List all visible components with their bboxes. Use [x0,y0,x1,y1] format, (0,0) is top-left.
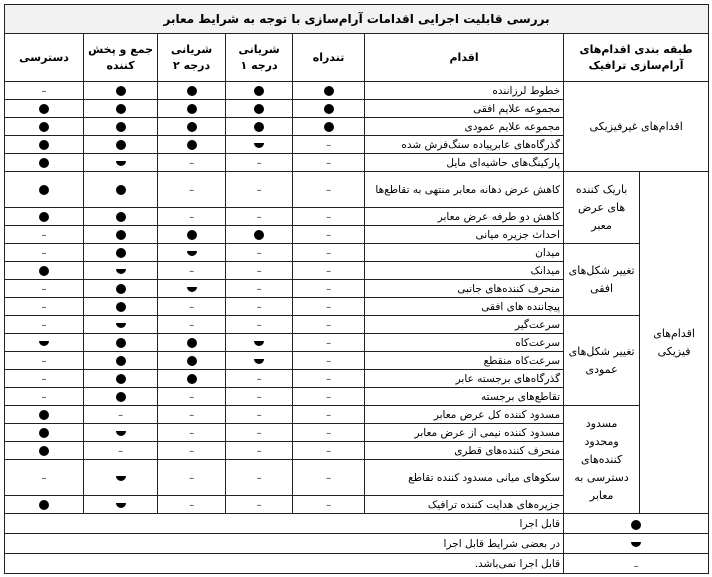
collector-cell [84,280,158,298]
access-cell [5,352,84,370]
action-cell: گذرگاه‌های عابرپیاده سنگ‌فرش شده [365,136,564,154]
dash-icon: – [189,472,195,484]
legend-symbol [564,534,709,554]
full-circle-icon [116,374,126,384]
dash-icon: – [326,445,332,457]
full-circle-icon [254,230,264,240]
table-row [5,316,709,334]
full-circle-icon [254,86,264,96]
arterial2-cell [158,82,226,100]
collector-cell [84,388,158,406]
full-circle-icon [39,122,49,132]
arterial2-cell [158,460,226,496]
half-circle-icon [116,476,126,481]
arterial2-cell [158,136,226,154]
action-cell: منحرف کننده‌های قطری [365,442,564,460]
collector-cell [84,100,158,118]
full-circle-icon [116,185,126,195]
dash-icon: – [189,211,195,223]
access-cell [5,100,84,118]
arterial2-cell [158,424,226,442]
dash-icon: – [256,427,262,439]
action-cell: پارکینگ‌های حاشیه‌ای مایل [365,154,564,172]
dash-icon: – [41,85,47,97]
dash-icon: – [256,301,262,313]
arterial2-cell [158,244,226,262]
action-cell: خطوط لرزاننده [365,82,564,100]
dash-icon: – [326,184,332,196]
access-cell [5,118,84,136]
action-cell: مجموعه علایم افقی [365,100,564,118]
collector-cell [84,298,158,316]
access-cell [5,136,84,154]
access-cell [5,334,84,352]
access-cell [5,226,84,244]
arterial1-cell [226,298,293,316]
dash-icon: – [41,283,47,295]
group-label: اقدام‌های غیرفیزیکی [564,82,709,172]
arterial1-cell [226,352,293,370]
highway-cell [293,352,365,370]
action-cell: سرعت‌کاه [365,334,564,352]
full-circle-icon [116,122,126,132]
collector-cell [84,370,158,388]
header-classification: طبقه بندی اقدام‌های آرام‌سازی ترافیک [564,34,709,82]
action-cell: کاهش دو طرفه عرض معابر [365,208,564,226]
dash-icon: – [189,301,195,313]
table-row [5,406,709,424]
collector-cell [84,334,158,352]
full-circle-icon [116,230,126,240]
dash-icon: – [256,499,262,511]
full-circle-icon [187,338,197,348]
arterial2-cell [158,334,226,352]
full-circle-icon [39,410,49,420]
arterial2-cell [158,280,226,298]
collector-cell [84,460,158,496]
highway-cell [293,442,365,460]
arterial1-cell [226,496,293,514]
highway-cell [293,496,365,514]
arterial2-cell [158,352,226,370]
dash-icon: – [189,265,195,277]
access-cell [5,442,84,460]
highway-cell [293,298,365,316]
full-circle-icon [116,284,126,294]
arterial1-cell [226,424,293,442]
access-cell [5,316,84,334]
access-cell [5,172,84,208]
full-circle-icon [187,104,197,114]
legend-row [5,514,709,534]
dash-icon: – [41,247,47,259]
dash-icon: – [189,409,195,421]
highway-cell [293,262,365,280]
dash-icon: – [326,319,332,331]
arterial2-cell [158,118,226,136]
access-cell [5,154,84,172]
collector-cell [84,82,158,100]
header-arterial2: شریانی درجه ۲ [158,34,226,82]
dash-icon: – [256,265,262,277]
arterial1-cell [226,244,293,262]
arterial1-cell [226,334,293,352]
dash-icon: – [189,499,195,511]
collector-cell [84,118,158,136]
feasibility-table [4,4,709,574]
full-circle-icon [116,338,126,348]
collector-cell [84,424,158,442]
header-collector: جمع و پخش کننده [84,34,158,82]
dash-icon: – [41,391,47,403]
arterial1-cell [226,82,293,100]
dash-icon: – [326,283,332,295]
arterial2-cell [158,406,226,424]
arterial1-cell [226,226,293,244]
subgroup-label: مسدود ومحدود کننده‌های دسترسی به معابر [564,406,640,514]
arterial1-cell [226,370,293,388]
half-circle-icon [187,287,197,292]
subgroup-label: تغییر شکل‌های افقی [564,244,640,316]
full-circle-icon [39,140,49,150]
full-circle-icon [116,104,126,114]
dash-icon: – [326,499,332,511]
full-circle-icon [39,185,49,195]
arterial2-cell [158,370,226,388]
access-cell [5,298,84,316]
highway-cell [293,100,365,118]
dash-icon: – [256,157,262,169]
arterial1-cell [226,262,293,280]
full-circle-icon [116,248,126,258]
full-circle-icon [187,374,197,384]
dash-icon: – [41,355,47,367]
access-cell [5,406,84,424]
highway-cell [293,82,365,100]
arterial2-cell [158,208,226,226]
arterial2-cell [158,100,226,118]
highway-cell [293,118,365,136]
arterial1-cell [226,280,293,298]
collector-cell [84,262,158,280]
action-cell: کاهش عرض دهانه معابر منتهی به تقاطع‌ها [365,172,564,208]
full-circle-icon [324,104,334,114]
dash-icon: – [189,445,195,457]
full-circle-icon [39,500,49,510]
collector-cell [84,226,158,244]
action-cell: منحرف کننده‌های جانبی [365,280,564,298]
table-row [5,172,709,208]
access-cell [5,244,84,262]
full-circle-icon [116,302,126,312]
dash-icon: – [41,373,47,385]
subgroup-label: تغییر شکل‌های عمودی [564,316,640,406]
full-circle-icon [39,212,49,222]
half-circle-icon [116,431,126,436]
header-highway: تندراه [293,34,365,82]
header-action: اقدام [365,34,564,82]
half-circle-icon [254,341,264,346]
highway-cell [293,424,365,442]
highway-cell [293,460,365,496]
dash-icon: – [189,427,195,439]
action-cell: پیچاننده های افقی [365,298,564,316]
legend-row [5,554,709,574]
subgroup-label: باریک کننده های عرض معبر [564,172,640,244]
half-circle-icon [254,359,264,364]
full-circle-icon [39,266,49,276]
access-cell [5,496,84,514]
full-circle-icon [116,140,126,150]
arterial2-cell [158,262,226,280]
dash-icon: – [41,229,47,241]
highway-cell [293,136,365,154]
collector-cell [84,442,158,460]
full-circle-icon [254,104,264,114]
access-cell [5,370,84,388]
dash-icon: – [118,445,124,457]
collector-cell [84,496,158,514]
dash-icon: – [326,265,332,277]
highway-cell [293,316,365,334]
access-cell [5,262,84,280]
full-circle-icon [116,356,126,366]
highway-cell [293,208,365,226]
table-title: بررسی قابلیت اجرایی اقدامات آرام‌سازی با توجه به شرایط معابر [5,5,709,34]
collector-cell [84,154,158,172]
dash-icon: – [256,472,262,484]
dash-icon: – [326,409,332,421]
action-cell: احداث جزیره میانی [365,226,564,244]
half-circle-icon [116,503,126,508]
arterial1-cell [226,460,293,496]
header-arterial1: شریانی درجه ۱ [226,34,293,82]
action-cell: مجموعه علایم عمودی [365,118,564,136]
action-cell: سکوهای میانی مسدود کننده تقاطع [365,460,564,496]
dash-icon: – [256,409,262,421]
dash-icon: – [326,211,332,223]
action-cell: سرعت‌گیر [365,316,564,334]
arterial2-cell [158,172,226,208]
highway-cell [293,388,365,406]
dash-icon: – [256,373,262,385]
dash-icon: – [633,561,639,572]
dash-icon: – [326,391,332,403]
full-circle-icon [39,446,49,456]
legend-row [5,534,709,554]
access-cell [5,82,84,100]
arterial2-cell [158,388,226,406]
header-access: دسترسی [5,34,84,82]
legend-text: قابل اجرا نمی‌باشد. [5,554,564,574]
half-circle-icon [254,143,264,148]
access-cell [5,460,84,496]
full-circle-icon [187,230,197,240]
access-cell [5,388,84,406]
legend-symbol [564,554,709,574]
arterial2-cell [158,316,226,334]
arterial1-cell [226,442,293,460]
half-circle-icon [631,542,641,547]
dash-icon: – [41,301,47,313]
dash-icon: – [326,139,332,151]
dash-icon: – [189,184,195,196]
arterial2-cell [158,496,226,514]
action-cell: مسدود کننده نیمی از عرض معابر [365,424,564,442]
action-cell: جزیره‌های هدایت کننده ترافیک [365,496,564,514]
collector-cell [84,208,158,226]
access-cell [5,424,84,442]
collector-cell [84,316,158,334]
dash-icon: – [118,409,124,421]
full-circle-icon [324,86,334,96]
dash-icon: – [256,445,262,457]
highway-cell [293,334,365,352]
action-cell: میدانک [365,262,564,280]
dash-icon: – [326,355,332,367]
action-cell: سرعت‌کاه منقطع [365,352,564,370]
collector-cell [84,172,158,208]
full-circle-icon [39,104,49,114]
full-circle-icon [39,428,49,438]
full-circle-icon [116,86,126,96]
full-circle-icon [116,392,126,402]
arterial1-cell [226,154,293,172]
full-circle-icon [254,122,264,132]
dash-icon: – [326,229,332,241]
dash-icon: – [256,391,262,403]
collector-cell [84,352,158,370]
action-cell: گذرگاه‌های برجسته عابر [365,370,564,388]
arterial2-cell [158,226,226,244]
dash-icon: – [326,427,332,439]
full-circle-icon [39,158,49,168]
dash-icon: – [256,247,262,259]
action-cell: تقاطع‌های برجسته [365,388,564,406]
half-circle-icon [39,341,49,346]
dash-icon: – [189,157,195,169]
legend-text: قابل اجرا [5,514,564,534]
highway-cell [293,172,365,208]
legend-symbol [564,514,709,534]
full-circle-icon [631,520,641,530]
half-circle-icon [116,161,126,166]
arterial1-cell [226,316,293,334]
full-circle-icon [187,356,197,366]
full-circle-icon [116,212,126,222]
dash-icon: – [326,157,332,169]
highway-cell [293,154,365,172]
legend-text: در بعضی شرایط قابل اجرا [5,534,564,554]
dash-icon: – [256,319,262,331]
half-circle-icon [187,251,197,256]
full-circle-icon [187,140,197,150]
dash-icon: – [41,472,47,484]
table-row [5,82,709,100]
collector-cell [84,136,158,154]
arterial2-cell [158,298,226,316]
table-row [5,244,709,262]
dash-icon: – [326,373,332,385]
dash-icon: – [41,319,47,331]
highway-cell [293,280,365,298]
arterial1-cell [226,388,293,406]
dash-icon: – [326,337,332,349]
arterial2-cell [158,154,226,172]
highway-cell [293,226,365,244]
dash-icon: – [189,319,195,331]
dash-icon: – [326,247,332,259]
dash-icon: – [256,211,262,223]
arterial1-cell [226,172,293,208]
highway-cell [293,370,365,388]
half-circle-icon [116,269,126,274]
arterial1-cell [226,118,293,136]
arterial1-cell [226,100,293,118]
dash-icon: – [256,184,262,196]
half-circle-icon [116,323,126,328]
collector-cell [84,406,158,424]
arterial1-cell [226,136,293,154]
full-circle-icon [324,122,334,132]
access-cell [5,208,84,226]
dash-icon: – [256,283,262,295]
action-cell: مسدود کننده کل عرض معابر [365,406,564,424]
arterial2-cell [158,442,226,460]
action-cell: میدان [365,244,564,262]
full-circle-icon [187,86,197,96]
group-label: اقدام‌های فیزیکی [640,172,709,514]
dash-icon: – [326,472,332,484]
dash-icon: – [189,391,195,403]
arterial1-cell [226,208,293,226]
collector-cell [84,244,158,262]
access-cell [5,280,84,298]
highway-cell [293,244,365,262]
full-circle-icon [187,122,197,132]
arterial1-cell [226,406,293,424]
dash-icon: – [326,301,332,313]
highway-cell [293,406,365,424]
